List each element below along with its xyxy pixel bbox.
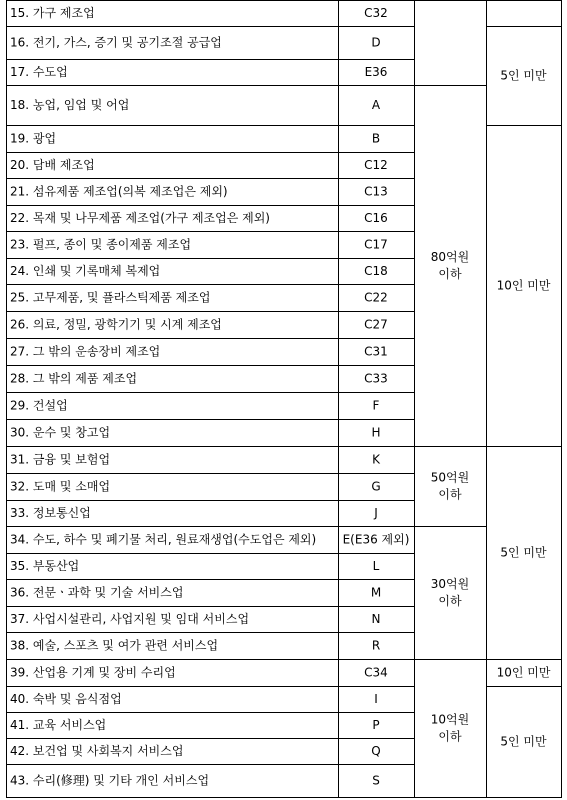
industry-name: 25. 고무제품, 및 플라스틱제품 제조업 xyxy=(10,290,211,305)
industry-name: 42. 보건업 및 사회복지 서비스업 xyxy=(10,744,184,758)
industry-code: L xyxy=(372,559,380,573)
revenue-limit: 이하 xyxy=(438,267,462,281)
industry-code: C31 xyxy=(364,344,388,359)
industry-name: 41. 교육 서비스업 xyxy=(10,718,107,732)
employee-limit: 5인 미만 xyxy=(500,68,547,83)
industry-name: 18. 농업, 임업 및 어업 xyxy=(10,98,130,112)
industry-code: S xyxy=(372,773,380,788)
industry-name: 28. 그 밖의 제품 제조업 xyxy=(10,371,138,386)
industry-code: C12 xyxy=(364,158,388,172)
industry-name: 19. 광업 xyxy=(10,131,57,146)
industry-code: A xyxy=(371,98,381,112)
industry-name: 39. 산업용 기계 및 장비 수리업 xyxy=(10,665,176,680)
industry-name: 34. 수도, 하수 및 폐기물 처리, 원료재생업(수도업은 제외) xyxy=(10,532,317,547)
industry-code: B xyxy=(371,131,381,146)
revenue-cell xyxy=(415,86,487,447)
industry-code: R xyxy=(371,638,381,653)
industry-name: 27. 그 밖의 운송장비 제조업 xyxy=(10,344,161,359)
industry-name: 31. 금융 및 보험업 xyxy=(10,452,111,467)
industry-code: E(E36 제외) xyxy=(342,532,410,547)
industry-code: K xyxy=(372,452,380,467)
industry-name: 22. 목재 및 나무제품 제조업(가구 제조업은 제외) xyxy=(10,211,270,225)
industry-name: 21. 섬유제품 제조업(의복 제조업은 제외) xyxy=(10,184,228,199)
industry-code: E36 xyxy=(364,65,388,79)
industry-code: C13 xyxy=(364,184,388,199)
industry-code: N xyxy=(371,612,381,626)
industry-code: C18 xyxy=(364,264,388,278)
employee-cell xyxy=(487,1,562,27)
industry-name: 33. 정보통신업 xyxy=(10,506,91,520)
industry-name: 16. 전기, 가스, 증기 및 공기조절 공급업 xyxy=(10,35,222,50)
employee-limit: 10인 미만 xyxy=(496,665,551,680)
industry-code: C22 xyxy=(364,290,388,305)
revenue-limit: 이하 xyxy=(438,594,462,608)
industry-code: J xyxy=(374,506,378,520)
industry-name: 37. 사업시설관리, 사업지원 및 임대 서비스업 xyxy=(10,612,250,626)
revenue-limit: 이하 xyxy=(438,729,462,744)
industry-code: C16 xyxy=(364,211,388,225)
revenue-limit: 10억원 xyxy=(430,712,470,727)
industry-name: 32. 도매 및 소매업 xyxy=(10,479,111,494)
industry-code: F xyxy=(372,398,380,413)
employee-limit: 10인 미만 xyxy=(496,278,551,293)
industry-name: 29. 건설업 xyxy=(10,398,68,413)
industry-code: I xyxy=(374,692,378,706)
industry-name: 30. 운수 및 창고업 xyxy=(10,425,111,440)
industry-code: Q xyxy=(371,744,381,758)
industry-code: C32 xyxy=(364,6,388,20)
industry-cell xyxy=(7,126,339,153)
revenue-cell xyxy=(415,447,487,527)
revenue-limit: 30억원 xyxy=(430,577,470,591)
revenue-cell xyxy=(415,1,487,86)
industry-code: C27 xyxy=(364,317,388,332)
revenue-limit: 50억원 xyxy=(430,470,470,485)
industry-name: 23. 펄프, 종이 및 종이제품 제조업 xyxy=(10,237,192,252)
industry-code: C17 xyxy=(364,237,388,252)
industry-name: 38. 예술, 스포츠 및 여가 관련 서비스업 xyxy=(10,638,219,653)
industry-code: P xyxy=(372,718,380,732)
industry-code: C34 xyxy=(364,665,388,680)
revenue-cell xyxy=(415,527,487,660)
industry-name: 24. 인쇄 및 기록매체 복제업 xyxy=(10,264,161,278)
industry-name: 26. 의료, 정밀, 광학기기 및 시계 제조업 xyxy=(10,317,222,332)
revenue-cell xyxy=(415,660,487,798)
employee-limit: 5인 미만 xyxy=(500,734,547,749)
industry-name: 43. 수리(修理) 및 기타 개인 서비스업 xyxy=(10,773,210,788)
industry-code: M xyxy=(370,585,382,600)
industry-name: 35. 부동산업 xyxy=(10,559,80,573)
industry-name: 40. 숙박 및 음식점업 xyxy=(10,692,122,706)
industry-name: 36. 전문ㆍ과학 및 기술 서비스업 xyxy=(10,585,184,600)
industry-code: D xyxy=(371,35,381,50)
employee-limit: 5인 미만 xyxy=(500,545,547,560)
industry-code: G xyxy=(371,479,381,494)
industry-name: 20. 담배 제조업 xyxy=(10,158,95,172)
industry-code: C33 xyxy=(364,371,388,386)
revenue-limit: 80억원 xyxy=(430,250,470,264)
industry-name: 15. 가구 제조업 xyxy=(10,6,95,20)
industry-code: H xyxy=(371,425,381,440)
revenue-limit: 이하 xyxy=(438,487,462,502)
industry-name: 17. 수도업 xyxy=(10,65,68,79)
